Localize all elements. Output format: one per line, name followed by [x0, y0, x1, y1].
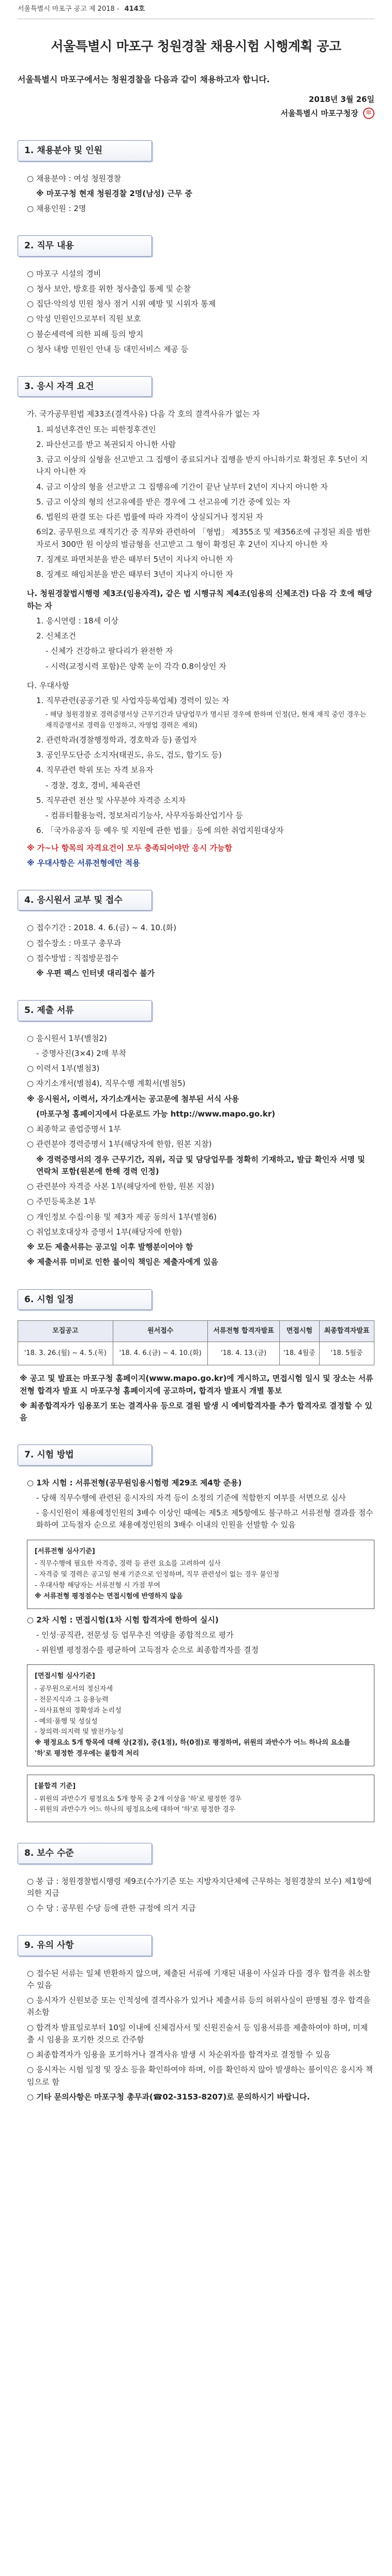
box-note: ※ 평정요소 5개 항목에 대해 상(2점), 중(1점), 하(0점)로 평정하며, 위원의 과반수가 어느 하나의 요소를 '하'로 평정한 경우에는 불합격 처리 — [35, 1739, 351, 1758]
list-item: 8. 징계로 해임처분을 받은 때부터 3년이 지나지 아니한 자 — [36, 570, 233, 579]
list-item: ○ 최종학교 졸업증명서 1부 — [27, 1124, 121, 1134]
table-cell: '18. 4월중 — [279, 1342, 319, 1365]
section-heading: 1. 채용분야 및 인원 — [18, 140, 152, 161]
section-salary — [18, 1843, 374, 1914]
table-header-row — [18, 1321, 374, 1342]
list-item: ※ 경력증명서의 경우 근무기간, 직위, 직급 및 담당업무를 정확히 기재하고, 발급 확인자 서명 및 연락처 포함(원본에 한해 경력 인정) — [36, 1154, 365, 1176]
failure-criteria-box — [27, 1775, 374, 1822]
section-notes — [18, 1935, 374, 2103]
list-item: 1. 피성년후견인 또는 피한정후견인 — [36, 424, 156, 434]
section-heading: 5. 제출 서류 — [18, 1000, 152, 1021]
intro-text: 서울특별시 마포구에서는 청원경찰을 다음과 같이 채용하고자 합니다. — [18, 74, 270, 84]
list-item: ○ 관련분야 경력증명서 1부(해당자에 한함, 원본 지참) — [27, 1139, 212, 1149]
signer-name: 서울특별시 마포구청장 — [280, 108, 358, 118]
list-item: ○ 합격자 발표일로부터 10일 이내에 신체검사서 및 신원진술서 등 임용서류를 제출하여야 하며, 미제출 시 임용을 포기한 것으로 간주함 — [27, 2022, 368, 2044]
list-item: ○ 채용분야 : 여성 청원경찰 — [27, 173, 122, 183]
info-note: ※ 우대사항은 서류전형에만 적용 — [27, 858, 140, 868]
list-item: - 해당 청원경찰로 경력증명서상 근무기간과 담당업무가 명시된 경우에 한하며 인정(단, 현재 재직 중인 경우는 재직증명서로 경력을 인정하고, 자영업 경력은 제외) — [46, 711, 367, 729]
section-duties — [18, 235, 374, 355]
table-header-cell: 모집공고 — [18, 1321, 113, 1342]
table-header-cell: 면접시험 — [279, 1321, 319, 1342]
list-item: ○ 접수장소 : 마포구 총무과 — [27, 938, 122, 948]
list-item: ○ 이력서 1부(별첨3) — [27, 1064, 100, 1074]
list-item: ○ 접수방법 : 직접방문접수 — [27, 953, 119, 963]
list-item: - 증명사진(3×4) 2매 부착 — [36, 1048, 127, 1058]
subheading: 가. 국가공무원법 제33조(결격사유) 다음 각 호의 결격사유가 없는 자 — [27, 409, 260, 419]
list-item: 5. 금고 이상의 형의 선고유예를 받은 경우에 그 선고유예 기간 중에 있는 자 — [36, 497, 291, 507]
box-line: - 위원의 과반수가 평정요소 5개 항목 중 2개 이상을 '하'로 평정한 경우 — [35, 1795, 242, 1803]
section-qualifications — [18, 376, 374, 869]
list-item: ※ 제출서류 미비로 인한 불이익 책임은 제출자에게 있음 — [27, 1257, 218, 1267]
list-item: - 시력(교정시력 포함)은 양쪽 눈이 각각 0.8이상인 자 — [46, 661, 227, 671]
list-item: ○ 접수된 서류는 일체 반환하지 않으며, 제출된 서류에 기재된 내용이 사실과 다를 경우 합격을 취소할 수 있음 — [27, 1968, 371, 1990]
box-note: ※ 서류전형 평정점수는 면접시험에 반영하지 않음 — [35, 1592, 183, 1600]
list-item: 3. 공인무도단증 소지자(태권도, 유도, 검도, 합기도 등) — [36, 750, 222, 760]
notice-date: 2018년 3월 26일 — [309, 94, 374, 104]
list-item: 4. 금고 이상의 형을 선고받고 그 집행유예 기간이 끝난 날부터 2년이 지나지 아니한 자 — [36, 482, 328, 492]
list-item: ○ 접수기간 : 2018. 4. 6.(금) ~ 4. 10.(화) — [27, 923, 176, 933]
table-header-cell: 서류전형 합격자발표 — [208, 1321, 279, 1342]
list-item: ○ 응시원서 1부(별첨2) — [27, 1033, 107, 1043]
list-item: ○ 응시자가 신원보증 또는 인적성에 결격사유가 있거나 제출서류 등의 허위사실이 판명될 경우 합격을 취소함 — [27, 1996, 371, 2017]
table-cell: '18. 3. 26.(월) ~ 4. 5.(목) — [18, 1342, 113, 1365]
subheading: 나. 청원경찰법시행령 제3조(임용자격), 같은 법 시행규칙 제4조(임용의 신체조건) 다음 각 호에 해당하는 자 — [27, 589, 372, 611]
box-title: [불합격 기준] — [35, 1782, 76, 1790]
subheading: ○ 1차 시험 : 서류전형(공무원임용시험령 제29조 제4항 준용) — [27, 1478, 242, 1487]
notice-signer — [18, 108, 374, 120]
box-line: - 자격증 및 경력은 공고일 현재 기준으로 인정하며, 직무 관련성이 없는 경우 불인정 — [35, 1571, 279, 1579]
list-item: ※ 모든 제출서류는 공고일 이후 발행분이어야 함 — [27, 1242, 193, 1252]
list-item: 2. 파산선고를 받고 복권되지 아니한 사람 — [36, 439, 176, 449]
section-schedule — [18, 1289, 374, 1424]
list-item: 1. 응시연령 : 18세 이상 — [36, 616, 118, 626]
list-item: 5. 직무관련 전산 및 사무분야 자격증 소지자 — [36, 795, 186, 805]
page-title: 서울특별시 마포구 청원경찰 채용시험 시행계획 공고 — [51, 39, 341, 54]
section-heading: 4. 응시원서 교부 및 접수 — [18, 890, 152, 911]
list-item: ※ 우편 팩스 인터넷 대리접수 불가 — [36, 969, 155, 978]
section-heading: 2. 직무 내용 — [18, 235, 152, 256]
list-item: 6의2. 공무원으로 재직기간 중 직무와 관련하여 「형법」 제355조 및 제356조에 규정된 죄를 범한 자로서 300만 원 이상의 벌금형을 선고받고 그 형이 확정된 후 2년이 지나지 아니한 자 — [36, 527, 371, 549]
interview-criteria-box — [27, 1664, 374, 1766]
list-item: - 인성·공직관, 전문성 등 업무추진 역량을 종합적으로 평가 — [36, 1630, 234, 1640]
list-item: ※ 마포구청 현재 청원경찰 2명(남성) 근무 중 — [36, 188, 192, 198]
section-heading: 6. 시험 일정 — [18, 1289, 152, 1310]
table-cell: '18. 5월중 — [320, 1342, 374, 1365]
list-item: 2. 신체조건 — [36, 631, 77, 641]
section-heading: 8. 보수 수준 — [18, 1843, 152, 1864]
list-item: (마포구청 홈페이지에서 다운로드 가능 http://www.mapo.go.kr) — [36, 1109, 276, 1119]
official-seal-icon: 印 — [363, 108, 374, 119]
section-application — [18, 890, 374, 979]
list-item: ○ 청사 내방 민원인 안내 등 대민서비스 제공 등 — [27, 344, 189, 354]
list-item: ○ 채용인원 : 2명 — [27, 204, 86, 214]
section-heading: 3. 응시 자격 요건 — [18, 376, 152, 397]
list-item: ○ 개인정보 수집·이용 및 제3자 제공 동의서 1부(별첨6) — [27, 1212, 217, 1222]
list-item: - 위원별 평정점수를 평균하여 고득점자 순으로 최종합격자를 결정 — [36, 1645, 259, 1655]
table-row — [18, 1342, 374, 1365]
list-item: ○ 봉 급 : 청원경찰법시행령 제9조(수가기준 또는 지방자치단체에 근무하는 청원경찰의 보수) 제1항에 의한 지급 — [27, 1876, 372, 1898]
schedule-table — [18, 1320, 374, 1365]
box-line: - 예의·품행 및 성실성 — [35, 1717, 98, 1725]
section-documents — [18, 1000, 374, 1268]
list-item: ○ 불순세력에 의한 피해 등의 방지 — [27, 329, 144, 339]
list-item: ○ 집단·악의성 민원 청사 점거 시위 예방 및 시위자 통제 — [27, 299, 216, 309]
list-item: ○ 자기소개서(별첨4), 직무수행 계획서(별첨5) — [27, 1079, 186, 1089]
list-item: 4. 직무관련 학위 또는 자격 보유자 — [36, 765, 154, 775]
list-item: ○ 최종합격자가 임용을 포기하거나 결격사유 발생 시 차순위자를 합격자로 결정할 수 있음 — [27, 2050, 331, 2060]
box-line: - 직무수행에 필요한 자격증, 경력 등 관련 요소를 고려하여 심사 — [35, 1560, 221, 1568]
box-title: [서류전형 심사기준] — [35, 1547, 95, 1555]
list-item: - 신체가 건강하고 팔다리가 완전한 자 — [46, 646, 173, 656]
list-item: 3. 금고 이상의 실형을 선고받고 그 집행이 종료되거나 집행을 받지 아니하기로 확정된 후 5년이 지나지 아니한 자 — [36, 455, 368, 477]
list-item: - 응시인원이 채용예정인원의 3배수 이상인 때에는 제5조 제5항에도 불구하고 서류전형 결과를 점수화하여 고득점자 순으로 채용예정인원의 3배수 이내의 인원을 선발할 수 있음 — [36, 1508, 373, 1530]
list-item: ※ 응시원서, 이력서, 자기소개서는 공고문에 첨부된 서식 사용 — [27, 1094, 239, 1104]
list-item: 1. 직무관련(공공기관 및 사업자등록업체) 경력이 있는 자 — [36, 696, 230, 706]
document-screening-criteria-box — [27, 1540, 374, 1609]
table-cell: '18. 4. 6.(금) ~ 4. 10.(화) — [113, 1342, 208, 1365]
list-item: - 당해 직무수행에 관련된 응시자의 자격 등이 소정의 기준에 적합한지 여부를 서면으로 심사 — [36, 1493, 346, 1502]
org-line: 서울특별시 마포구 공고 제 2018 - — [18, 5, 119, 13]
list-item: - 컴퓨터활용능력, 정보처리기능사, 사무자동화산업기사 등 — [46, 811, 243, 820]
subheading: 다. 우대사항 — [27, 680, 69, 690]
list-item: ○ 악성 민원인으로부터 직원 보호 — [27, 314, 141, 324]
box-line: - 공무원으로서의 정신자세 — [35, 1685, 113, 1693]
section-heading: 7. 시험 방법 — [18, 1445, 152, 1465]
notice-number-line — [18, 0, 374, 19]
list-item: ○ 관련분야 자격증 사본 1부(해당자에 한함, 원본 지참) — [27, 1182, 215, 1192]
box-line: - 위원의 과반수가 어느 하나의 평정요소에 대하여 '하'로 평정한 경우 — [35, 1806, 236, 1814]
list-item: ○ 청사 보안, 방호를 위한 청사출입 통제 및 순찰 — [27, 284, 191, 293]
list-item: 2. 관련학과(경찰행정학과, 경호학과 등) 졸업자 — [36, 735, 197, 744]
list-item: ○ 수 당 : 공무원 수당 등에 관한 규정에 의거 지급 — [27, 1903, 196, 1913]
box-line: - 의사표현의 정확성과 논리성 — [35, 1706, 122, 1715]
table-cell: '18. 4. 13.(금) — [208, 1342, 279, 1365]
box-line: - 우대사항 해당자는 서류전형 시 가점 부여 — [35, 1582, 160, 1590]
box-title: [면접시험 심사기준] — [35, 1672, 95, 1680]
list-item: ○ 마포구 시설의 경비 — [27, 269, 101, 278]
section-recruitment — [18, 140, 374, 215]
list-item: - 경찰, 경호, 경비, 체육관련 — [46, 780, 141, 790]
list-item: 7. 징계로 파면처분을 받은 때부터 5년이 지나지 아니한 자 — [36, 554, 233, 564]
list-item: ○ 주민등록초본 1부 — [27, 1197, 96, 1207]
warning-note: ※ 가~나 항목의 자격요건이 모두 충족되어야만 응시 가능함 — [27, 843, 232, 853]
section-exam-method — [18, 1445, 374, 1822]
notice-number: 414호 — [124, 5, 145, 13]
list-item: 6. 법원의 판결 또는 다른 법률에 따라 자격이 상실되거나 정지된 자 — [36, 512, 263, 522]
table-header-cell: 최종합격자발표 — [320, 1321, 374, 1342]
list-item: 6. 「국가유공자 등 예우 및 지원에 관한 법률」등에 의한 취업지원대상자 — [36, 826, 284, 836]
contact-line: ○ 기타 문의사항은 마포구청 총무과(☎02-3153-8207)로 문의하시기 바랍니다. — [27, 2092, 310, 2102]
section-heading: 9. 유의 사항 — [18, 1935, 152, 1956]
list-item: ○ 응시자는 시험 일정 및 장소 등을 확인하여야 하며, 이를 확인하지 않아 발생하는 불이익은 응시자 책임으로 함 — [27, 2065, 373, 2087]
box-line: - 전문지식과 그 응용능력 — [35, 1695, 109, 1704]
table-header-cell: 원서접수 — [113, 1321, 208, 1342]
schedule-note: ※ 공고 및 발표는 마포구청 홈페이지(www.mapo.go.kr)에 게시하고, 면접시험 일시 및 장소는 서류전형 합격자 발표 시 마포구청 홈페이지에 공고하며, 합격자 발표시 개별 통보 — [20, 1374, 373, 1395]
box-line: - 창의력·의지력 및 발전가능성 — [35, 1728, 124, 1736]
subheading: ○ 2차 시험 : 면접시험(1차 시험 합격자에 한하여 실시) — [27, 1615, 219, 1625]
schedule-note: ※ 최종합격자가 임용포기 또는 결격사유 등으로 결원 발생 시 예비합격자를 추가 합격자로 결정할 수 있음 — [20, 1401, 372, 1423]
list-item: ○ 취업보호대상자 증명서 1부(해당자에 한함) — [27, 1227, 182, 1237]
